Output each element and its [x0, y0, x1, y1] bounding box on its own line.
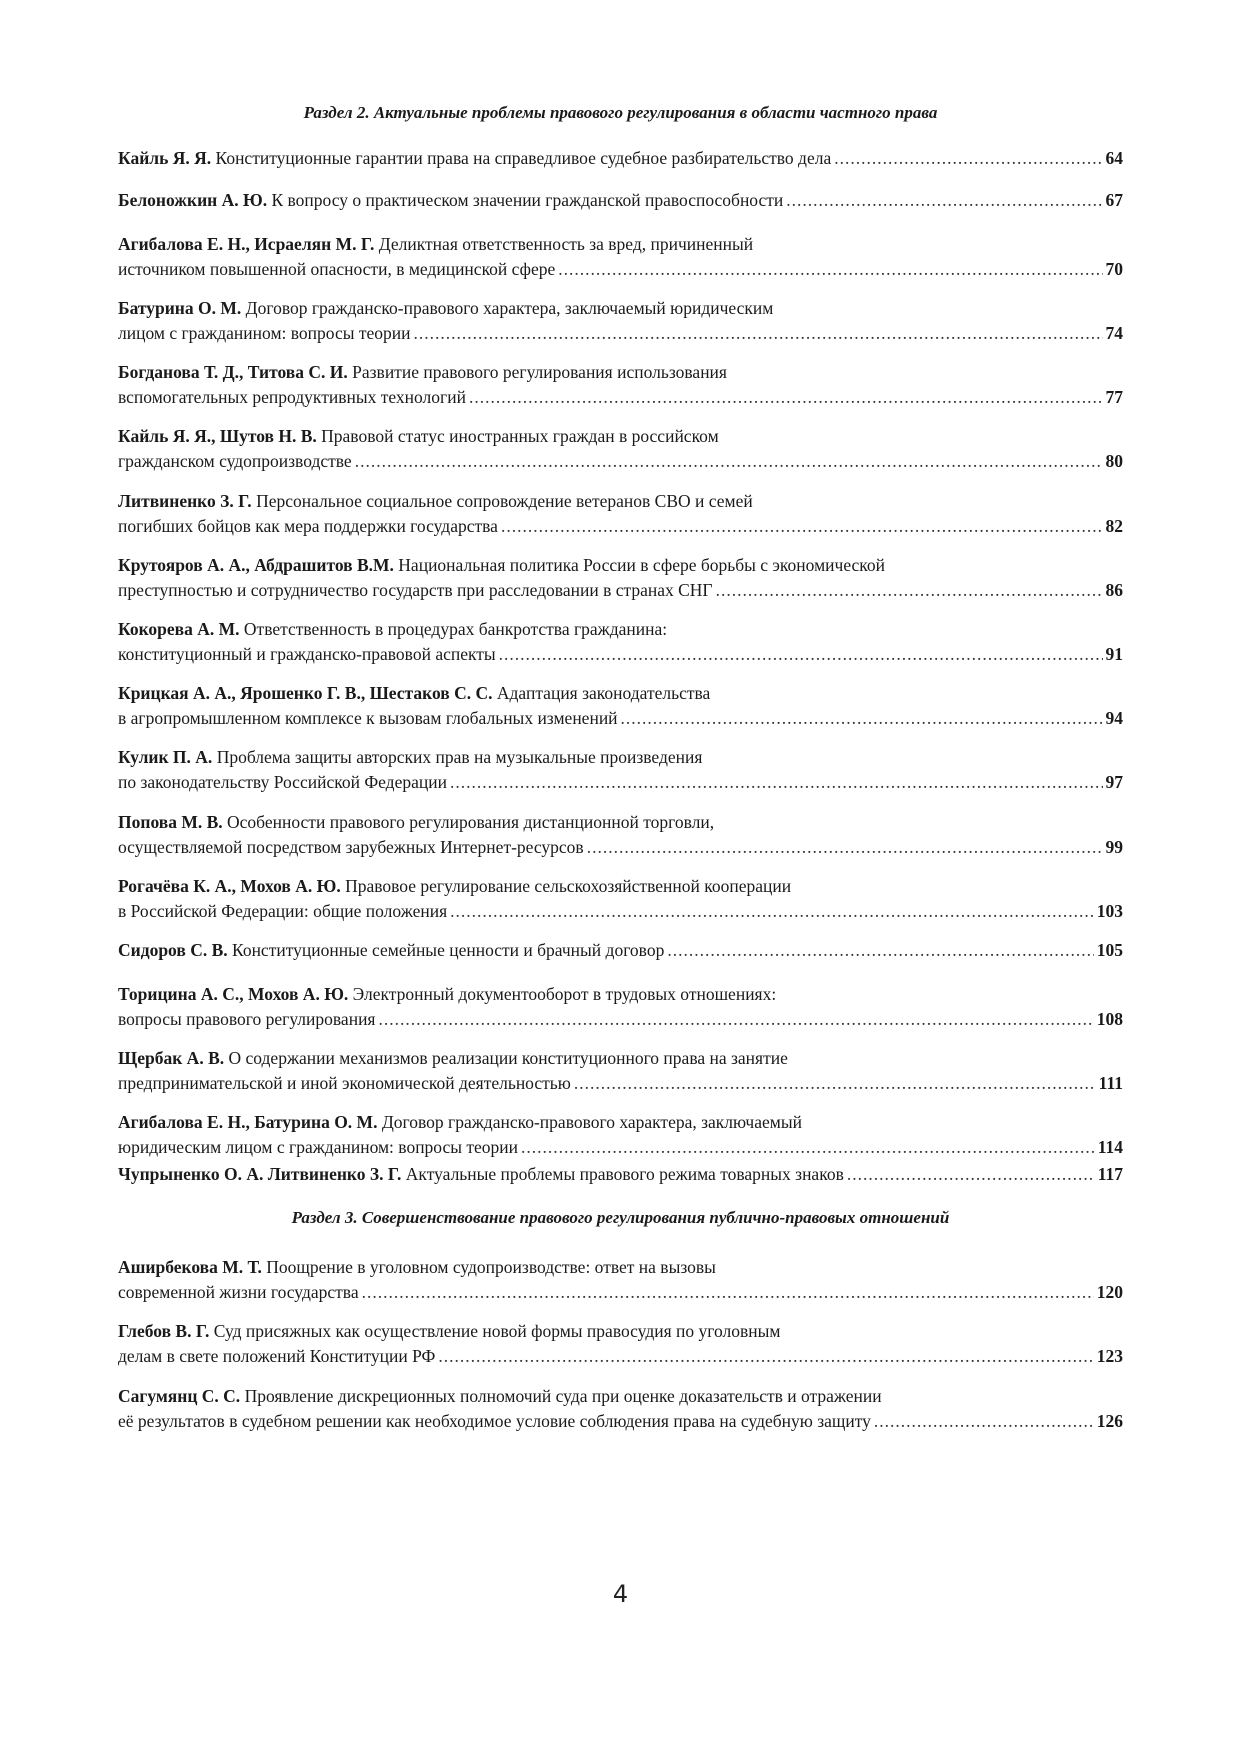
entry-page-number: 86: [1105, 580, 1123, 600]
toc-entry-line: [118, 232, 1123, 257]
entry-title: лицом с гражданином: вопросы теории: [118, 323, 411, 343]
toc-entry-line: [118, 1255, 1123, 1280]
entry-title: источником повышенной опасности, в медицинской сфере: [118, 259, 556, 279]
entry-title: Правовое регулирование сельскохозяйственной кооперации: [345, 876, 792, 896]
entry-title: в Российской Федерации: общие положения: [118, 901, 448, 921]
dot-leader: [362, 1280, 1094, 1305]
entry-authors: Крутояров А. А., Абдрашитов В.М.: [118, 555, 394, 575]
toc-entry-line: [118, 296, 1123, 321]
entry-title: делам в свете положений Конституции РФ: [118, 1346, 436, 1366]
dot-leader: [874, 1409, 1094, 1434]
toc-entry[interactable]: [118, 874, 1123, 924]
toc-entry-line: [118, 1046, 1123, 1071]
toc-entry-line: [118, 1319, 1123, 1344]
entry-title: предпринимательской и иной экономической деятельностью: [118, 1073, 571, 1093]
entry-authors: Сагумянц С. С.: [118, 1386, 241, 1406]
dot-leader: [355, 449, 1103, 474]
entry-title: современной жизни государства: [118, 1282, 359, 1302]
toc-entry[interactable]: [118, 745, 1123, 795]
entry-title: Проблема защиты авторских прав на музыкальные произведения: [216, 747, 703, 767]
entry-authors: Чупрыненко О. А. Литвиненко З. Г.: [118, 1164, 402, 1184]
page-number: 4: [612, 1580, 629, 1608]
entry-page-number: 97: [1105, 772, 1123, 792]
entry-page-number: 126: [1096, 1411, 1123, 1431]
entry-page-number: 70: [1105, 259, 1123, 279]
entry-title: Конституционные гарантии права на справедливое судебное разбирательство дела: [215, 148, 832, 168]
entry-title: Национальная политика России в сфере борьбы с экономической: [398, 555, 886, 575]
entry-page-number: 91: [1105, 644, 1123, 664]
toc-entry-line: [118, 770, 1123, 795]
toc-entry-line: [118, 1384, 1123, 1409]
entry-authors: Торицина А. С., Мохов А. Ю.: [118, 984, 349, 1004]
entry-title: К вопросу о практическом значении гражданской правоспособности: [271, 190, 784, 210]
entry-title: Поощрение в уголовном судопроизводстве: ответ на вызовы: [266, 1257, 716, 1277]
dot-leader: [574, 1071, 1096, 1096]
toc-entry[interactable]: [118, 1255, 1123, 1305]
toc-entry-line: [118, 810, 1123, 835]
dot-leader: [450, 899, 1094, 924]
dot-leader: [438, 1344, 1093, 1369]
toc-entry[interactable]: [118, 146, 1123, 171]
toc-entry[interactable]: [118, 1384, 1123, 1434]
entry-title: Деликтная ответственность за вред, причиненный: [378, 234, 754, 254]
entry-authors: Щербак А. В.: [118, 1048, 225, 1068]
toc-entry-line: [118, 1007, 1123, 1032]
entry-authors: Глебов В. Г.: [118, 1321, 210, 1341]
entry-page-number: 77: [1105, 387, 1123, 407]
entry-authors: Попова М. В.: [118, 812, 223, 832]
entry-title: Развитие правового регулирования использования: [352, 362, 727, 382]
entry-page-number: 103: [1096, 901, 1123, 921]
entry-page-number: 99: [1105, 837, 1123, 857]
entry-title: Электронный документооборот в трудовых отношениях:: [352, 984, 777, 1004]
toc-entry-line: [118, 1409, 1123, 1434]
entry-authors: Батурина О. М.: [118, 298, 242, 318]
entry-authors: Крицкая А. А., Ярошенко Г. В., Шестаков С. С.: [118, 683, 493, 703]
toc-entry-line: [118, 874, 1123, 899]
entry-title: её результатов в судебном решении как необходимое условие соблюдения права на судебную защиту: [118, 1411, 871, 1431]
toc-entry-line: [118, 835, 1123, 860]
dot-leader: [450, 770, 1103, 795]
entry-page-number: 114: [1097, 1137, 1123, 1157]
toc-entry[interactable]: [118, 1162, 1123, 1187]
entry-authors: Кулик П. А.: [118, 747, 213, 767]
toc-entry-line: [118, 553, 1123, 578]
entry-authors: Литвиненко З. Г.: [118, 491, 252, 511]
dot-leader: [716, 578, 1103, 603]
entry-title: погибших бойцов как мера поддержки государства: [118, 516, 498, 536]
entry-title: Актуальные проблемы правового режима товарных знаков: [405, 1164, 844, 1184]
entry-title: О содержании механизмов реализации конституционного права на занятие: [228, 1048, 788, 1068]
toc-entry-line: [118, 146, 1123, 171]
entry-page-number: 82: [1105, 516, 1123, 536]
toc-entry[interactable]: [118, 1110, 1123, 1160]
entry-title: преступностью и сотрудничество государств при расследовании в странах СНГ: [118, 580, 713, 600]
toc-entry-line: [118, 489, 1123, 514]
entry-title: в агропромышленном комплексе к вызовам глобальных изменений: [118, 708, 618, 728]
toc-entry-line: [118, 424, 1123, 449]
toc-entry-line: [118, 745, 1123, 770]
toc-entry-line: [118, 1162, 1123, 1187]
dot-leader: [414, 321, 1103, 346]
toc-entry-line: [118, 681, 1123, 706]
section-heading: Раздел 2. Актуальные проблемы правового регулирования в области частного права: [303, 103, 938, 122]
entry-page-number: 111: [1098, 1073, 1123, 1093]
toc-entry-line: [118, 1280, 1123, 1305]
toc-entry-line: [118, 385, 1123, 410]
entry-title: конституционный и гражданско-правовой аспекты: [118, 644, 496, 664]
toc-entry-line: [118, 1344, 1123, 1369]
entry-page-number: 94: [1105, 708, 1123, 728]
entry-title: Договор гражданско-правового характера, заключаемый юридическим: [245, 298, 774, 318]
entry-page-number: 120: [1096, 1282, 1123, 1302]
entry-page-number: 123: [1096, 1346, 1123, 1366]
toc-entry-line: [118, 899, 1123, 924]
toc-entry[interactable]: [118, 681, 1123, 731]
toc-entry-line: [118, 321, 1123, 346]
entry-title: юридическим лицом с гражданином: вопросы теории: [118, 1137, 519, 1157]
toc-entry[interactable]: [118, 296, 1123, 346]
entry-page-number: 74: [1105, 323, 1123, 343]
toc-entry[interactable]: [118, 617, 1123, 667]
toc-entry-line: [118, 449, 1123, 474]
entry-title: Особенности правового регулирования дистанционной торговли,: [227, 812, 715, 832]
entry-title: Ответственность в процедурах банкротства гражданина:: [243, 619, 668, 639]
entry-title: Суд присяжных как осуществление новой формы правосудия по уголовным: [213, 1321, 781, 1341]
toc-entry-line: [118, 578, 1123, 603]
toc-entry[interactable]: [118, 188, 1123, 213]
entry-authors: Аширбекова М. Т.: [118, 1257, 262, 1277]
entry-authors: Рогачёва К. А., Мохов А. Ю.: [118, 876, 341, 896]
toc-entry-line: [118, 1135, 1123, 1160]
entry-title: гражданском судопроизводстве: [118, 451, 352, 471]
toc-entry-line: [118, 257, 1123, 282]
entry-authors: Агибалова Е. Н., Исраелян М. Г.: [118, 234, 375, 254]
toc-entry[interactable]: [118, 424, 1123, 474]
toc-entry-line: [118, 982, 1123, 1007]
toc-entry[interactable]: [118, 938, 1123, 963]
toc-entry[interactable]: [118, 360, 1123, 410]
entry-title: вспомогательных репродуктивных технологий: [118, 387, 466, 407]
toc-entry-line: [118, 188, 1123, 213]
dot-leader: [499, 642, 1103, 667]
entry-title: Конституционные семейные ценности и брачный договор: [232, 940, 665, 960]
entry-page-number: 80: [1105, 451, 1123, 471]
toc-entry-line: [118, 514, 1123, 539]
entry-page-number: 108: [1096, 1009, 1123, 1029]
dot-leader: [667, 938, 1093, 963]
entry-title: Адаптация законодательства: [496, 683, 711, 703]
dot-leader: [847, 1162, 1095, 1187]
toc-entry[interactable]: [118, 232, 1123, 282]
entry-title: Правовой статус иностранных граждан в российском: [321, 426, 719, 446]
entry-authors: Кокорева А. М.: [118, 619, 240, 639]
entry-authors: Белоножкин А. Ю.: [118, 190, 268, 210]
toc-entry-line: [118, 642, 1123, 667]
toc-entry-line: [118, 706, 1123, 731]
toc-entry[interactable]: [118, 489, 1123, 539]
dot-leader: [558, 257, 1102, 282]
toc-entry[interactable]: [118, 1046, 1123, 1096]
dot-leader: [501, 514, 1103, 539]
entry-page-number: 117: [1097, 1164, 1123, 1184]
toc-entry[interactable]: [118, 1319, 1123, 1369]
dot-leader: [469, 385, 1103, 410]
dot-leader: [786, 188, 1102, 213]
entry-authors: Богданова Т. Д., Титова С. И.: [118, 362, 348, 382]
toc-entry[interactable]: [118, 810, 1123, 860]
dot-leader: [378, 1007, 1093, 1032]
entry-authors: Кайль Я. Я.: [118, 148, 212, 168]
dot-leader: [521, 1135, 1095, 1160]
toc-entry-line: [118, 1071, 1123, 1096]
entry-title: Персональное социальное сопровождение ветеранов СВО и семей: [256, 491, 753, 511]
toc-entry-line: [118, 360, 1123, 385]
section-heading: Раздел 3. Совершенствование правового регулирования публично-правовых отношений: [291, 1208, 950, 1227]
toc-entry[interactable]: [118, 982, 1123, 1032]
entry-title: Проявление дискреционных полномочий суда при оценке доказательств и отражении: [244, 1386, 882, 1406]
dot-leader: [834, 146, 1102, 171]
entry-title: Договор гражданско-правового характера, заключаемый: [381, 1112, 802, 1132]
entry-title: по законодательству Российской Федерации: [118, 772, 447, 792]
entry-authors: Агибалова Е. Н., Батурина О. М.: [118, 1112, 378, 1132]
dot-leader: [621, 706, 1103, 731]
entry-page-number: 105: [1096, 940, 1123, 960]
toc-entry[interactable]: [118, 553, 1123, 603]
entry-authors: Кайль Я. Я., Шутов Н. В.: [118, 426, 317, 446]
entry-page-number: 64: [1105, 148, 1123, 168]
entry-page-number: 67: [1105, 190, 1123, 210]
entry-title: вопросы правового регулирования: [118, 1009, 376, 1029]
entry-authors: Сидоров С. В.: [118, 940, 228, 960]
toc-entry-line: [118, 938, 1123, 963]
dot-leader: [587, 835, 1103, 860]
entry-title: осуществляемой посредством зарубежных Интернет-ресурсов: [118, 837, 584, 857]
toc-entry-line: [118, 617, 1123, 642]
toc-entry-line: [118, 1110, 1123, 1135]
